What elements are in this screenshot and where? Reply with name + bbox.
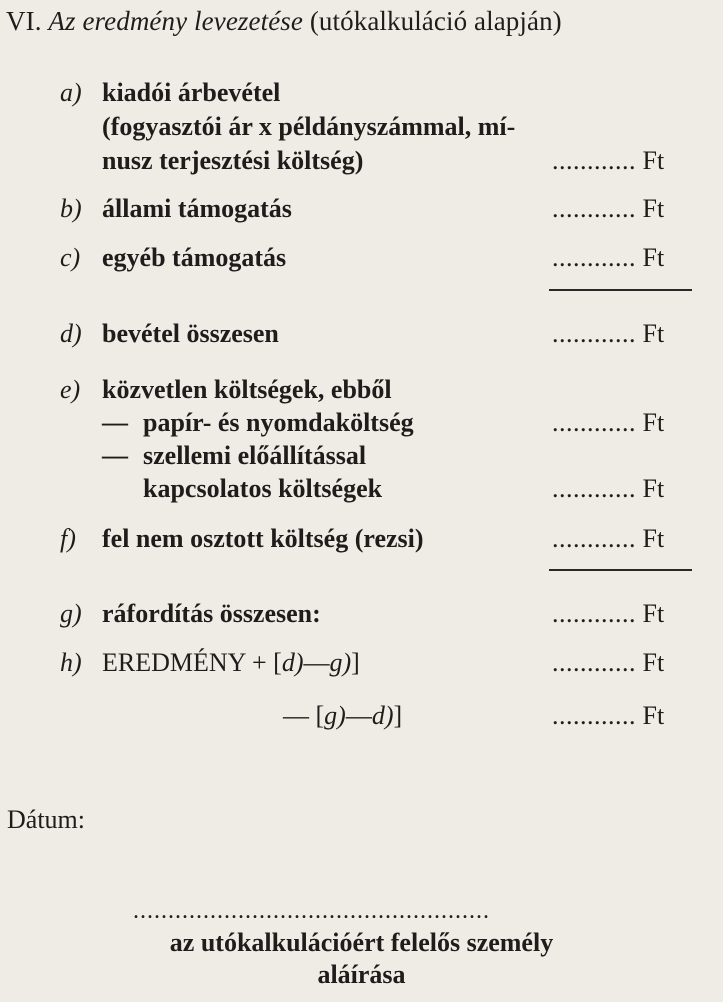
item-f-row [0,524,723,564]
item-e-sub1-amount[interactable]: ............ Ft [552,408,665,437]
section-title: Az eredmény levezetése [48,6,303,36]
sum-rule-1 [549,289,692,291]
item-c-row [0,243,723,283]
item-e-sub1-label: papír- és nyomdaköltség [143,408,414,437]
item-h-formula-1: [d)—g)] [273,648,360,677]
item-c-amount[interactable]: ............ Ft [552,243,665,272]
signature-line[interactable]: ................................................... [133,898,490,924]
item-b-amount[interactable]: ............ Ft [552,194,665,223]
item-e-sub2-row-2 [0,474,723,514]
item-h-row-2 [0,701,723,741]
item-a-row-3 [0,146,723,186]
item-h-amount-1[interactable]: ............ Ft [552,648,665,677]
item-h-row [0,648,723,688]
item-e-sub1-dash: — [102,408,128,437]
item-g-label: ráfordítás összesen: [102,599,321,628]
item-e-sub2-amount[interactable]: ............ Ft [552,474,665,503]
item-a-label-line2: (fogyasztói ár x példányszámmal, mí- [102,112,516,141]
section-subtitle: (utókalkuláció alapján) [309,6,562,36]
item-h-label: EREDMÉNY + [d)—g)] [102,648,360,677]
item-d-amount[interactable]: ............ Ft [552,319,665,348]
item-f-letter: f) [60,524,76,553]
item-b-letter: b) [60,194,82,223]
section-number: VI. [6,6,42,36]
item-h-formula-2: — [g)—d)] [283,701,403,730]
item-g-row [0,599,723,639]
item-f-amount[interactable]: ............ Ft [552,524,665,553]
item-e-sub2-dash: — [102,441,128,470]
item-c-letter: c) [60,243,81,272]
item-e-sub2-label: szellemi előállítással [143,441,367,470]
item-a-label: kiadói árbevétel [102,78,281,107]
item-c-label: egyéb támogatás [102,243,287,272]
signature-label: az utókalkulációért felelős személy [169,928,554,957]
item-e-sub2-label-line2: kapcsolatos költségek [143,474,383,503]
item-h-amount-2[interactable]: ............ Ft [552,701,665,730]
item-h-letter: h) [60,648,82,677]
item-g-letter: g) [60,599,82,628]
item-a-label-line3: nusz terjesztési költség) [102,146,364,175]
item-d-row [0,319,723,359]
item-b-row [0,194,723,234]
section-heading [6,6,562,37]
item-a-letter: a) [60,78,82,107]
sum-rule-2 [549,569,692,571]
signature-label-2: aláírása [317,960,406,989]
date-label: Dátum: [7,805,85,834]
item-b-label: állami támogatás [102,194,292,223]
item-d-label: bevétel összesen [102,319,279,348]
item-a-amount[interactable]: ............ Ft [552,146,665,175]
item-d-letter: d) [60,319,82,348]
item-e-label: közvetlen költségek, ebből [102,375,392,404]
item-e-letter: e) [60,375,81,404]
item-g-amount[interactable]: ............ Ft [552,599,665,628]
item-f-label: fel nem osztott költség (rezsi) [102,524,424,553]
